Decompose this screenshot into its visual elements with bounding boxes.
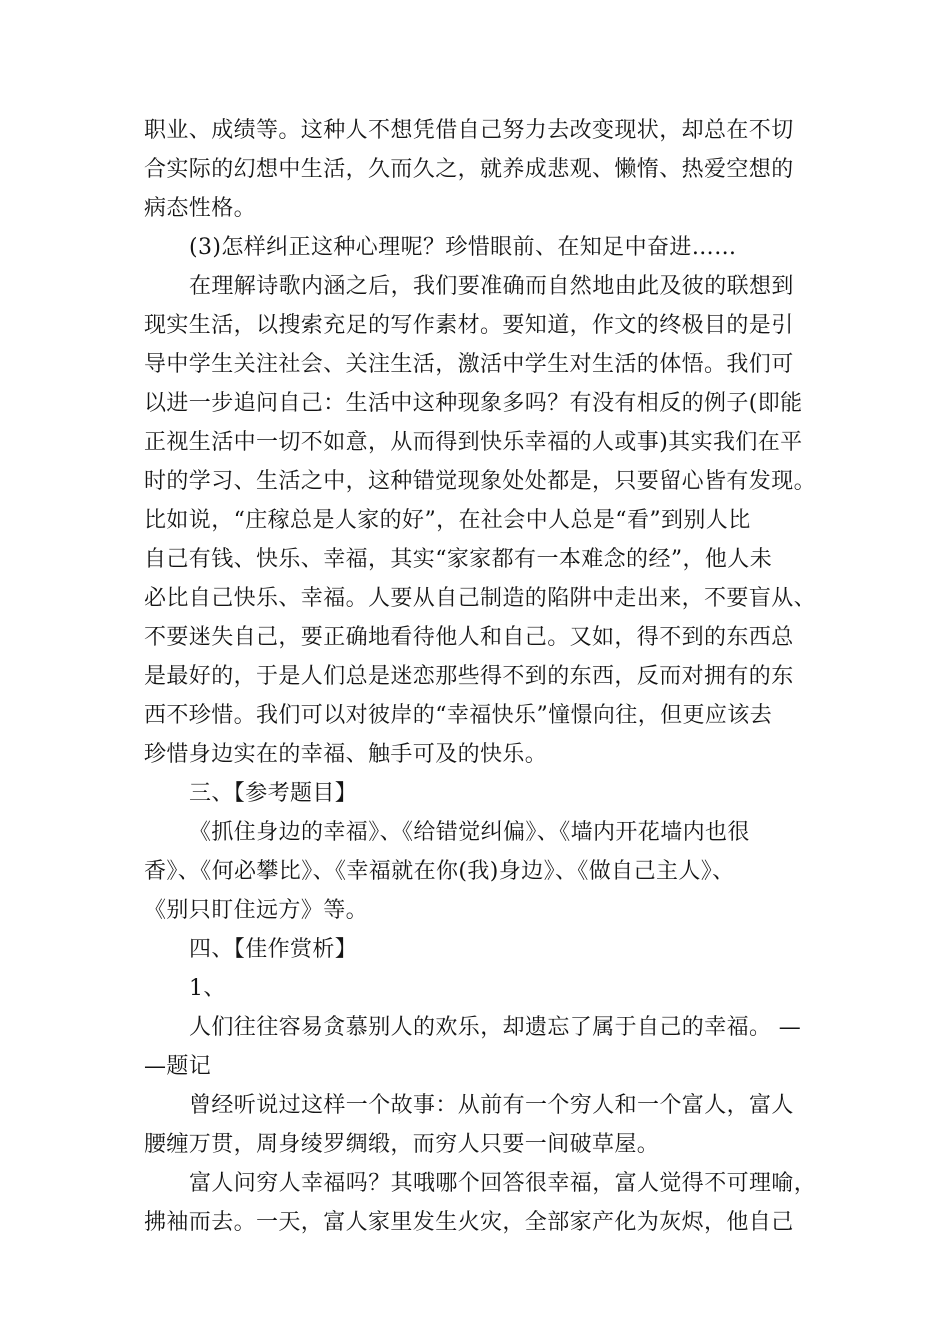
text-line: 腰缠万贯，周身绫罗绸缎，而穷人只要一间破草屋。 [144, 1132, 660, 1157]
text-line: 富人问穷人幸福吗？其哦哪个回答很幸福，富人觉得不可理喻， [189, 1171, 817, 1196]
text-line: 是最好的，于是人们总是迷恋那些得不到的东西，反而对拥有的东 [144, 664, 794, 689]
text-line: 在理解诗歌内涵之后，我们要准确而自然地由此及彼的联想到 [189, 274, 794, 299]
text-line: 正视生活中一切不如意，从而得到快乐幸福的人或事)其实我们在平 [144, 430, 803, 455]
text-line: 拂袖而去。一天，富人家里发生火灾，全部家产化为灰烬，他自己 [144, 1210, 794, 1235]
text-line: 香》、《何必攀比》、《幸福就在你(我)身边》、《做自己主人》、 [144, 859, 735, 884]
section-heading: 四、【佳作赏析】 [189, 937, 358, 962]
text-line: 珍惜身边实在的幸福、触手可及的快乐。 [144, 742, 548, 767]
text-line: 病态性格。 [144, 196, 257, 221]
text-line: 必比自己快乐、幸福。人要从自己制造的陷阱中走出来，不要盲从、 [144, 586, 817, 611]
text-line: 合实际的幻想中生活，久而久之，就养成悲观、懒惰、热爱空想的 [144, 157, 794, 182]
text-line: 《抓住身边的幸福》、《给错觉纠偏》、《墙内开花墙内也很 [189, 820, 750, 845]
text-line: 现实生活，以搜索充足的写作素材。要知道，作文的终极目的是引 [144, 313, 794, 338]
text-line: 导中学生关注社会、关注生活，激活中学生对生活的体悟。我们可 [144, 352, 794, 377]
text-line: 人们往往容易贪慕别人的欢乐，却遗忘了属于自己的幸福。 — [189, 1015, 802, 1040]
text-line: 时的学习、生活之中，这种错觉现象处处都是，只要留心皆有发现。 [144, 469, 817, 494]
text-line: 以进一步追问自己：生活中这种现象多吗？有没有相反的例子(即能 [144, 391, 803, 416]
text-line: 自己有钱、快乐、幸福，其实“家家都有一本难念的经”，他人未 [144, 547, 773, 572]
text-line: 职业、成绩等。这种人不想凭借自己努力去改变现状，却总在不切 [144, 118, 794, 143]
text-line: 比如说，“庄稼总是人家的好”，在社会中人总是“看”到别人比 [144, 508, 751, 533]
text-line: 曾经听说过这样一个故事：从前有一个穷人和一个富人，富人 [189, 1093, 794, 1118]
section-heading: 三、【参考题目】 [189, 781, 358, 806]
text-line: —题记 [144, 1054, 212, 1079]
item-number: 1、 [189, 976, 226, 1001]
text-line: 西不珍惜。我们可以对彼岸的“幸福快乐”憧憬向往，但更应该去 [144, 703, 773, 728]
text-line: (3)怎样纠正这种心理呢？珍惜眼前、在知足中奋进…… [189, 235, 737, 260]
text-line: 《别只盯住远方》等。 [144, 898, 369, 923]
text-line: 不要迷失自己，要正确地看待他人和自己。又如，得不到的东西总 [144, 625, 794, 650]
